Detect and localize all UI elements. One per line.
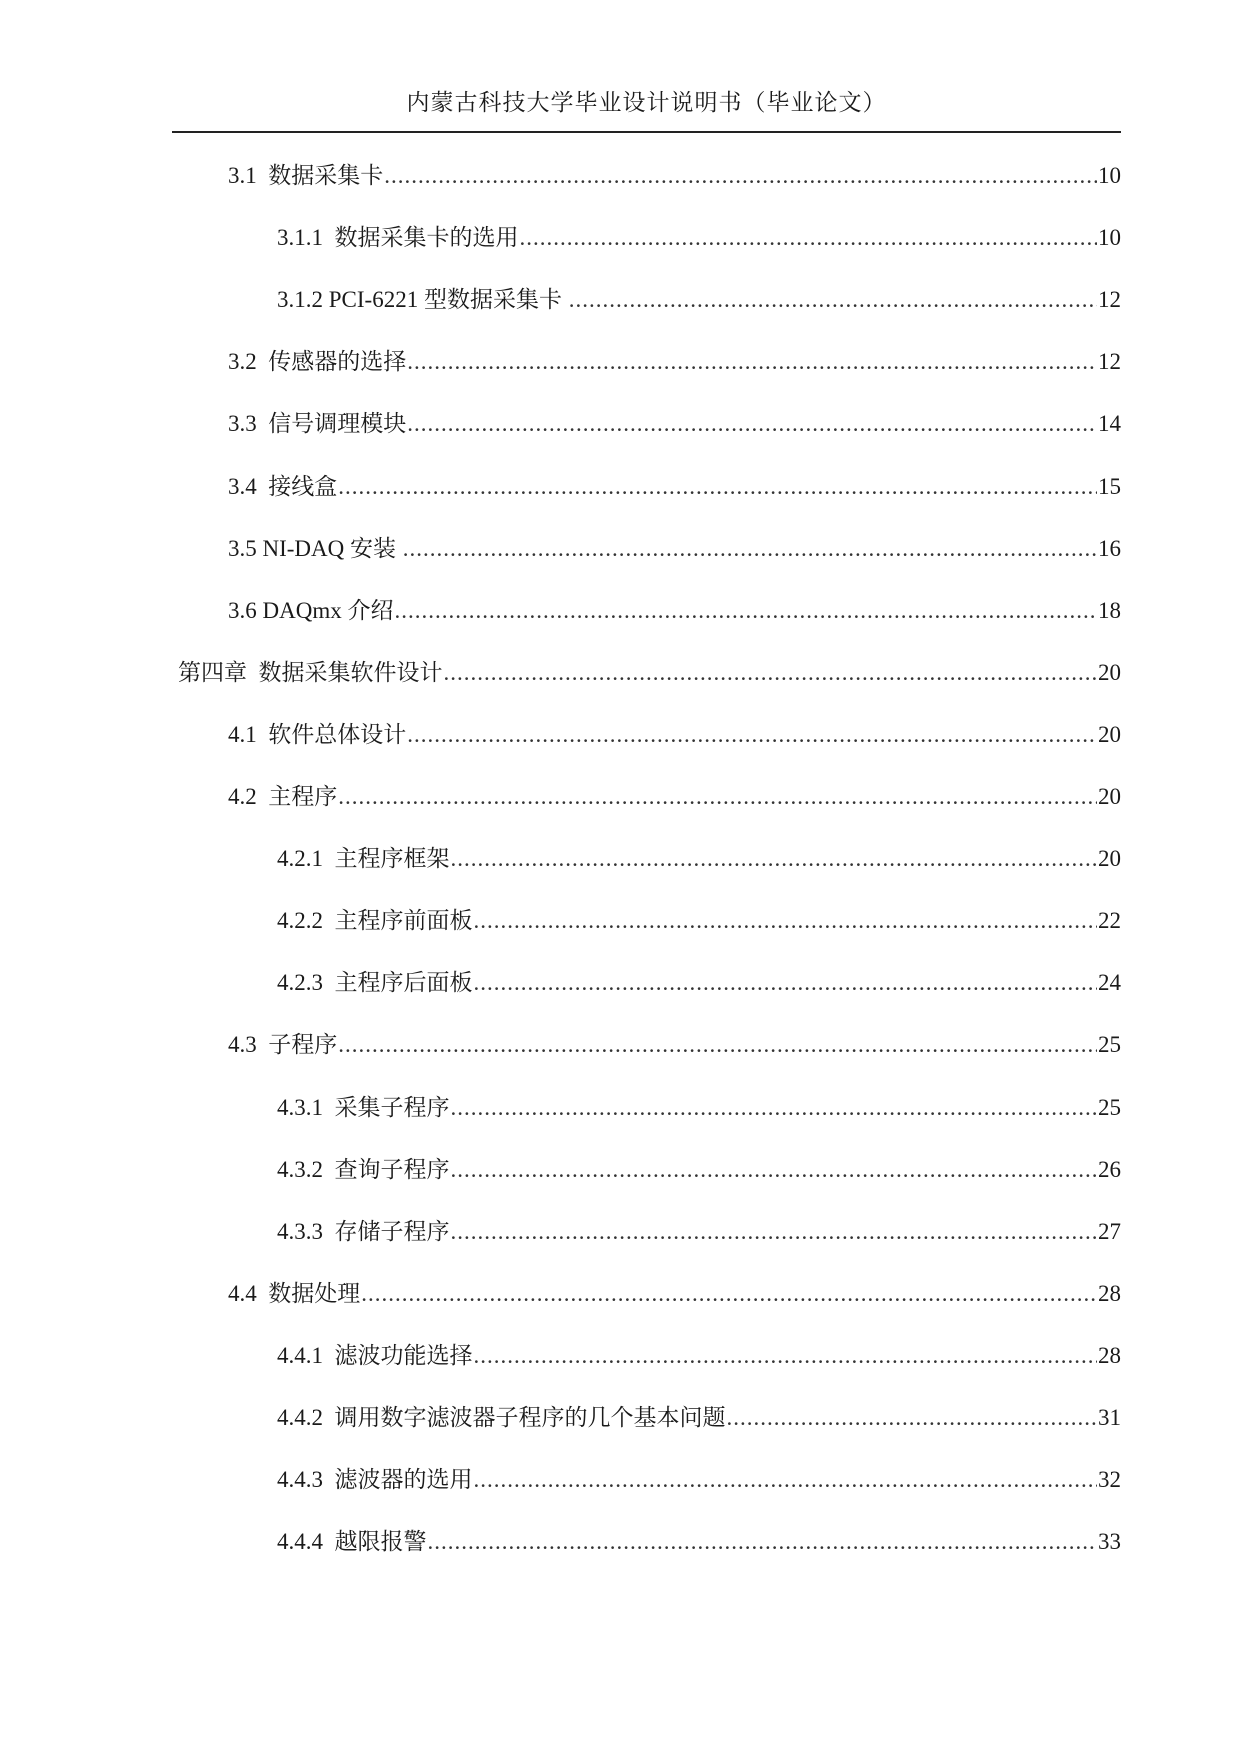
toc-entry-page: 18: [1098, 598, 1121, 623]
toc-entry-number: 4.4.3: [277, 1467, 335, 1492]
toc-entry[interactable]: [228, 161, 1121, 191]
toc-dot-leader: [407, 720, 1097, 750]
header-rule: [172, 131, 1121, 133]
toc-entry-title: 滤波功能选择: [334, 1343, 473, 1368]
toc-dot-leader: [384, 161, 1097, 191]
toc-entry-number: 3.3: [228, 411, 269, 436]
toc-entry[interactable]: [277, 1217, 1121, 1247]
toc-entry-title: 传感器的选择: [268, 349, 407, 374]
toc-entry-title: 软件总体设计: [268, 722, 407, 747]
toc-entry-number: 4.3.2: [277, 1157, 335, 1182]
toc-dot-leader: [403, 534, 1097, 564]
toc-entry-number: 4.3.1: [277, 1095, 335, 1120]
toc-entry-page: 24: [1098, 970, 1121, 995]
toc-dot-leader: [444, 658, 1098, 688]
toc-entry-title: 主程序框架: [334, 846, 450, 871]
toc-entry[interactable]: [228, 409, 1121, 439]
toc-entry[interactable]: [277, 968, 1121, 998]
toc-entry-number: 3.1.1: [277, 225, 335, 250]
toc-dot-leader: [361, 1279, 1097, 1309]
toc-entry-number: 4.1: [228, 722, 269, 747]
toc-entry-title: 数据采集软件设计: [258, 660, 443, 685]
toc-entry-page: 31: [1098, 1405, 1121, 1430]
toc-dot-leader: [428, 1527, 1098, 1557]
toc-entry-number: 3.1: [228, 163, 269, 188]
toc-entry-number: 4.4.2: [277, 1405, 335, 1430]
toc-entry[interactable]: [228, 1279, 1121, 1309]
toc-entry-page: 33: [1098, 1529, 1121, 1554]
toc-entry-page: 25: [1098, 1095, 1121, 1120]
toc-entry[interactable]: [277, 1403, 1121, 1433]
toc-dot-leader: [520, 223, 1098, 253]
toc-entry-title: 主程序前面板: [334, 908, 473, 933]
toc-entry-title: 信号调理模块: [268, 411, 407, 436]
toc-entry[interactable]: [228, 534, 1121, 564]
toc-entry[interactable]: [228, 782, 1121, 812]
toc-entry-page: 20: [1098, 784, 1121, 809]
toc-entry-number: 3.2: [228, 349, 269, 374]
toc-entry-number: 4.3.3: [277, 1219, 335, 1244]
toc-entry-title: 数据采集卡的选用: [334, 225, 519, 250]
toc-entry-page: 25: [1098, 1032, 1121, 1057]
toc-entry-number: 4.2.3: [277, 970, 335, 995]
toc-entry-title: 滤波器的选用: [334, 1467, 473, 1492]
toc-entry-title: 接线盒: [268, 474, 338, 499]
toc-dot-leader: [569, 285, 1097, 315]
toc-entry[interactable]: [178, 658, 1121, 688]
toc-entry[interactable]: [277, 285, 1121, 315]
toc-entry-page: 16: [1098, 536, 1121, 561]
toc-dot-leader: [338, 472, 1097, 502]
toc-dot-leader: [474, 1341, 1098, 1371]
toc-entry-page: 32: [1098, 1467, 1121, 1492]
toc-entry-page: 20: [1098, 722, 1121, 747]
toc-entry-number: 4.2: [228, 784, 269, 809]
toc-entry[interactable]: [228, 720, 1121, 750]
toc-dot-leader: [394, 596, 1097, 626]
toc-dot-leader: [474, 1465, 1098, 1495]
toc-entry-page: 20: [1098, 660, 1121, 685]
toc-entry[interactable]: [277, 1341, 1121, 1371]
toc-entry-page: 15: [1098, 474, 1121, 499]
toc-dot-leader: [474, 968, 1098, 998]
toc-entry-title: 主程序: [268, 784, 338, 809]
toc-entry-title: 子程序: [268, 1032, 338, 1057]
toc-entry-number: 4.3: [228, 1032, 269, 1057]
page-header: 内蒙古科技大学毕业设计说明书（毕业论文）: [406, 90, 887, 115]
toc-entry-number: 4.2.1: [277, 846, 335, 871]
toc-entry-page: 28: [1098, 1281, 1121, 1306]
toc-entry-number: 4.2.2: [277, 908, 335, 933]
toc-entry-title: 采集子程序: [334, 1095, 450, 1120]
toc-entry-title: 主程序后面板: [334, 970, 473, 995]
toc-entry-title: PCI-6221 型数据采集卡: [328, 287, 568, 312]
toc-entry[interactable]: [277, 1465, 1121, 1495]
toc-entry-title: 存储子程序: [334, 1219, 450, 1244]
toc-dot-leader: [451, 1093, 1098, 1123]
toc-entry-title: NI-DAQ 安装: [262, 536, 402, 561]
toc-dot-leader: [451, 1217, 1098, 1247]
toc-entry-page: 12: [1098, 287, 1121, 312]
toc-dot-leader: [338, 782, 1097, 812]
toc-entry-page: 22: [1098, 908, 1121, 933]
toc-entry[interactable]: [277, 844, 1121, 874]
toc-entry-number: 3.5: [228, 536, 263, 561]
toc-entry-title: 调用数字滤波器子程序的几个基本问题: [334, 1405, 726, 1430]
toc-entry-number: 4.4.1: [277, 1343, 335, 1368]
toc-entry-page: 10: [1098, 163, 1121, 188]
toc-entry[interactable]: [277, 1093, 1121, 1123]
toc-dot-leader: [407, 347, 1097, 377]
toc-entry-page: 12: [1098, 349, 1121, 374]
toc-entry[interactable]: [277, 1527, 1121, 1557]
toc-entry-number: 第四章: [178, 660, 259, 685]
toc-entry-number: 4.4.4: [277, 1529, 335, 1554]
toc-entry[interactable]: [228, 347, 1121, 377]
toc-entry-title: 查询子程序: [334, 1157, 450, 1182]
toc-dot-leader: [451, 1155, 1098, 1185]
toc-entry-title: 数据处理: [268, 1281, 361, 1306]
toc-entry[interactable]: [277, 223, 1121, 253]
toc-entry-title: DAQmx 介绍: [262, 598, 394, 623]
toc-entry-page: 28: [1098, 1343, 1121, 1368]
toc-entry-page: 10: [1098, 225, 1121, 250]
toc-entry[interactable]: [277, 1155, 1121, 1185]
toc-entry-title: 数据采集卡: [268, 163, 384, 188]
toc-entry-page: 20: [1098, 846, 1121, 871]
toc-entry-title: 越限报警: [334, 1529, 427, 1554]
toc-entry-number: 4.4: [228, 1281, 269, 1306]
toc-dot-leader: [338, 1030, 1097, 1060]
toc-dot-leader: [727, 1403, 1098, 1433]
toc-dot-leader: [451, 844, 1098, 874]
toc-entry-page: 14: [1098, 411, 1121, 436]
toc-dot-leader: [474, 906, 1098, 936]
toc-entry-number: 3.4: [228, 474, 269, 499]
toc-entry[interactable]: [277, 906, 1121, 936]
toc-entry[interactable]: [228, 1030, 1121, 1060]
toc-entry-page: 27: [1098, 1219, 1121, 1244]
toc-entry-number: 3.1.2: [277, 287, 329, 312]
toc-entry[interactable]: [228, 472, 1121, 502]
toc-entry[interactable]: [228, 596, 1121, 626]
toc-dot-leader: [407, 409, 1097, 439]
toc-entry-page: 26: [1098, 1157, 1121, 1182]
toc-entry-number: 3.6: [228, 598, 263, 623]
